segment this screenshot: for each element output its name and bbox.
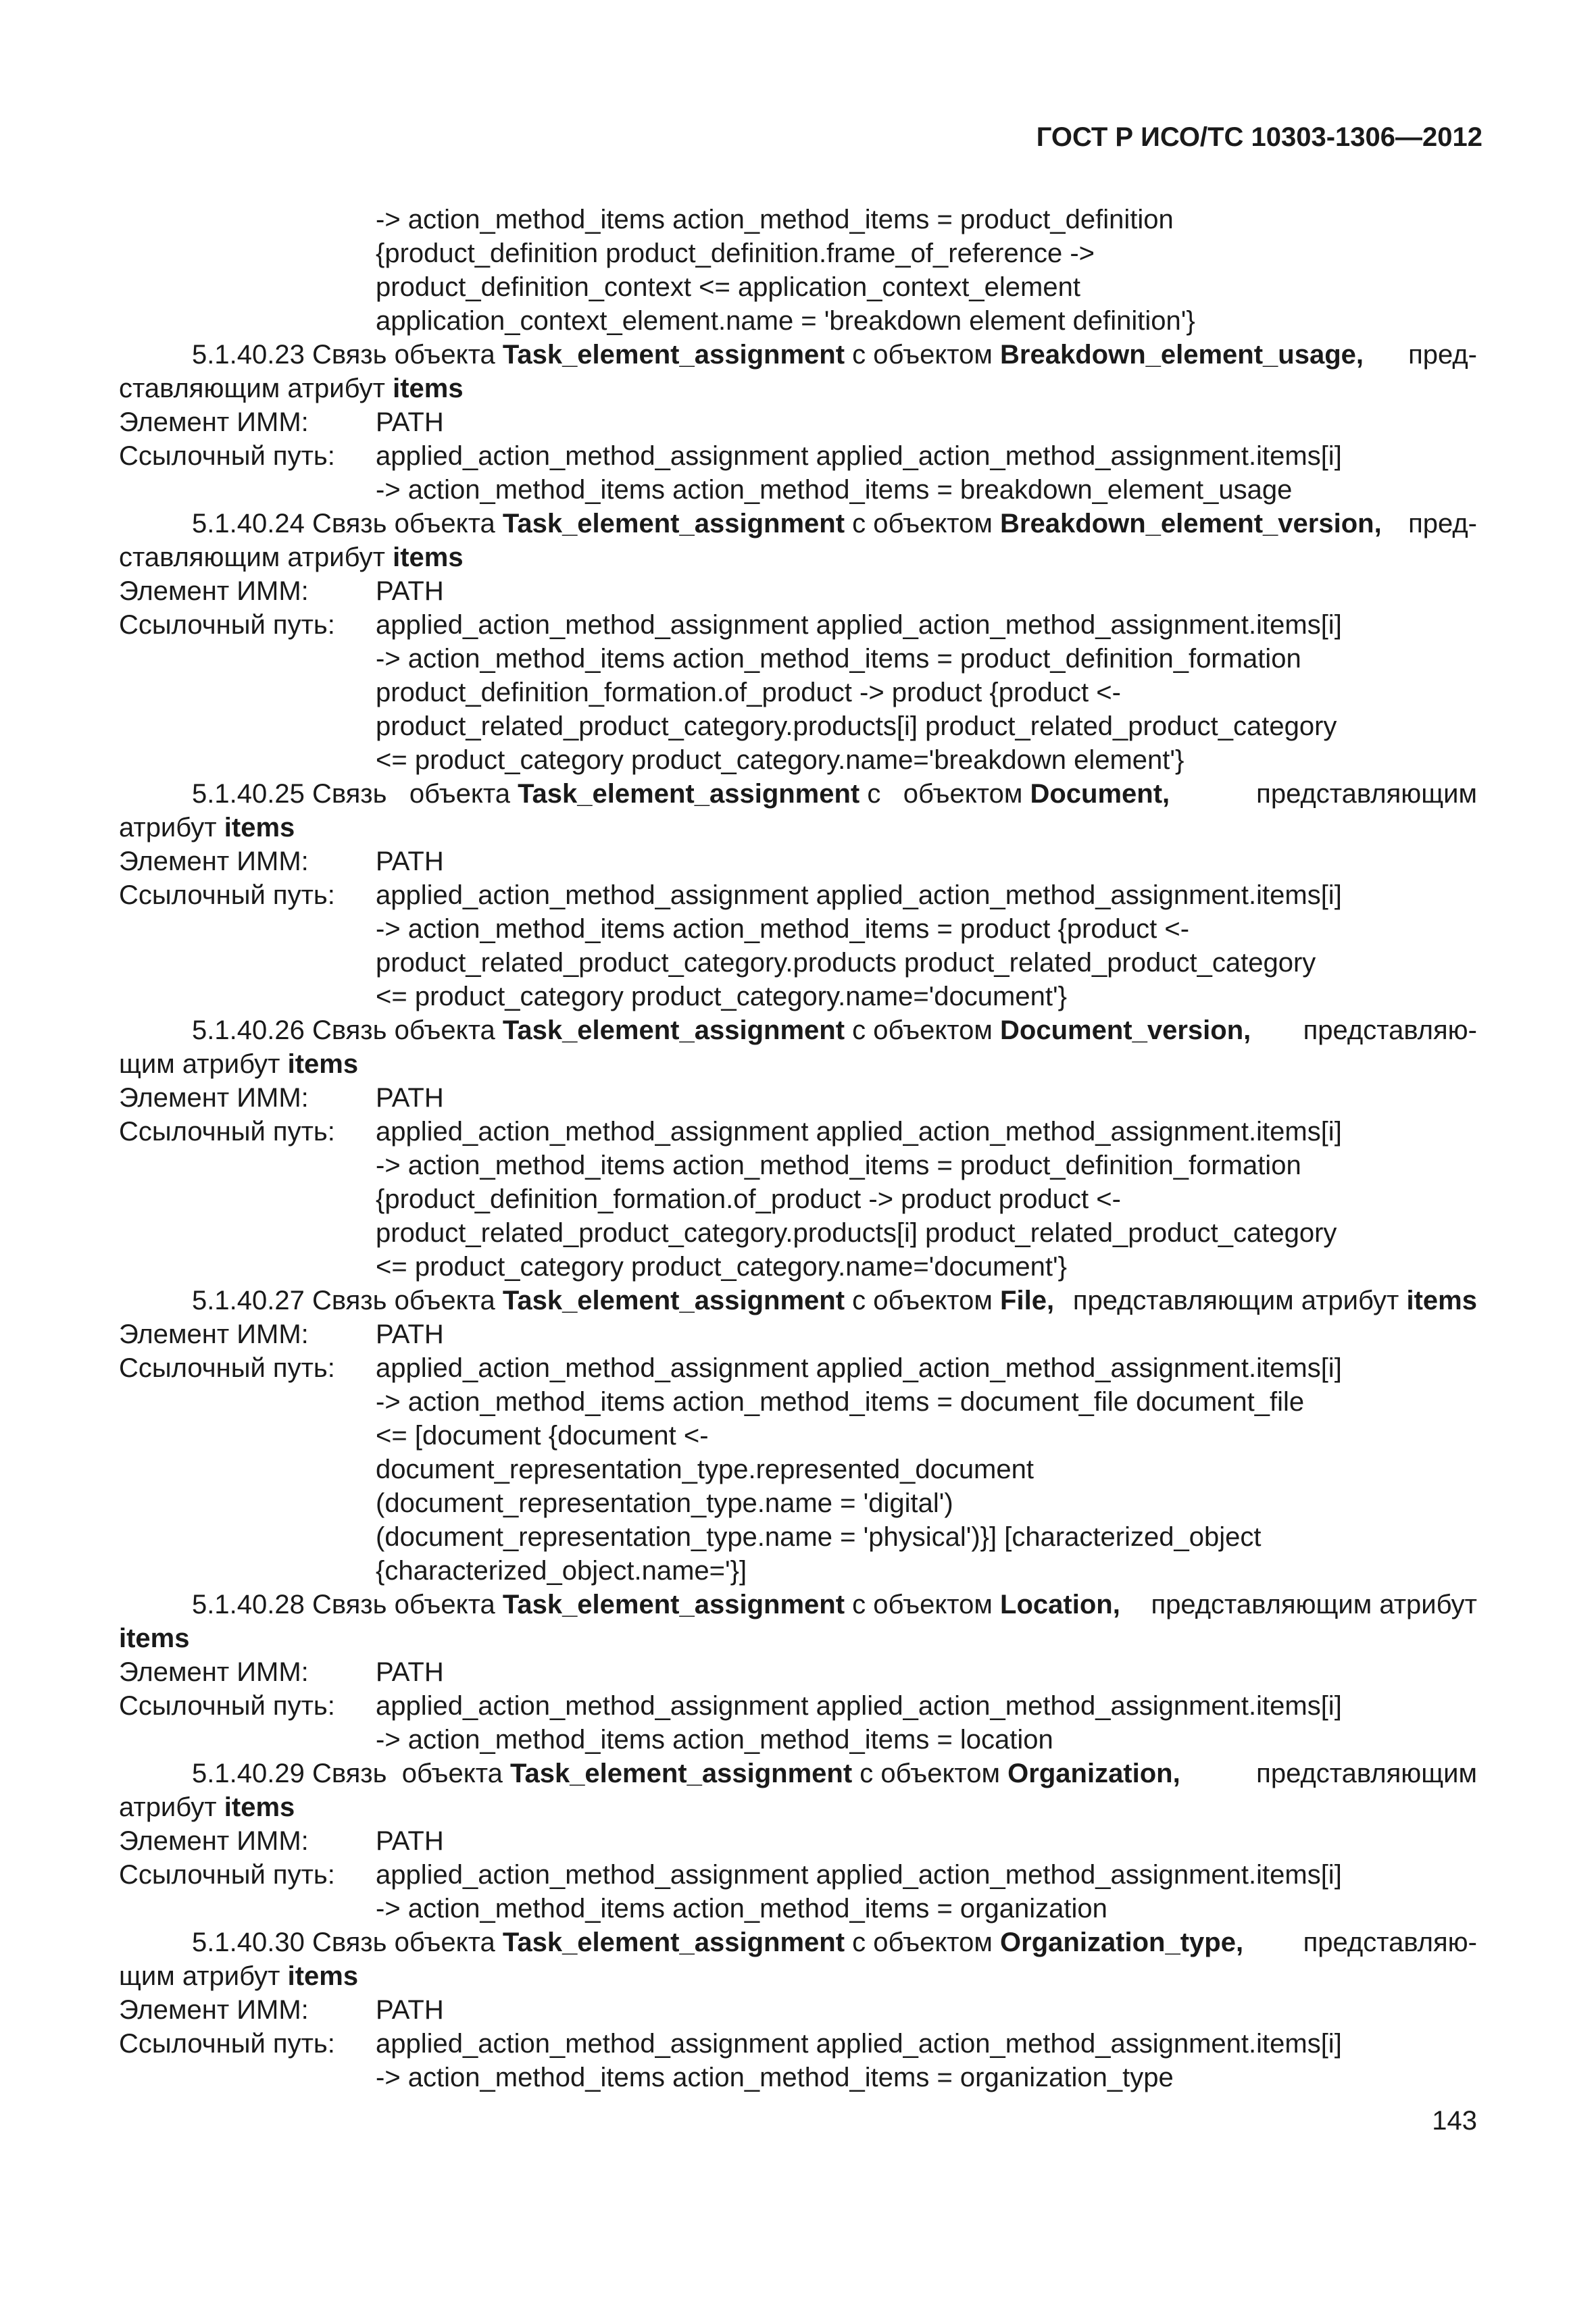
- attribute-name: items: [224, 813, 295, 842]
- path-line: -> action_method_items action_method_items = product_definition_formation: [376, 1151, 1301, 1180]
- heading-text: с объектом: [859, 1759, 1001, 1788]
- arm-element-label: Элемент ИММ:: [119, 1657, 309, 1687]
- path-line: <= product_category product_category.name='document'}: [376, 1252, 1067, 1282]
- target-entity: Breakdown_element_version,: [1000, 509, 1382, 538]
- ref-path-label: [119, 709, 376, 743]
- ref-path-row: [119, 1858, 1477, 1892]
- ref-path-row: [119, 1149, 1477, 1182]
- mapping-section: [119, 507, 1477, 777]
- section-heading-cont: [119, 1047, 1477, 1081]
- path-line: product_definition_context <= application_context_element: [376, 272, 1080, 302]
- ref-path-row: [119, 709, 1477, 743]
- path-line: applied_action_method_assignment applied_action_method_assignment.items[i]: [376, 880, 1342, 910]
- path-line: -> action_method_items action_method_items = organization_type: [376, 2063, 1174, 2092]
- ref-path-label: [119, 1149, 376, 1182]
- path-line: product_related_product_category.products[i] product_related_product_category: [376, 1218, 1337, 1248]
- sections-container: [119, 338, 1477, 2094]
- arm-element-row: [119, 845, 1477, 878]
- ref-path-row: [119, 743, 1477, 777]
- heading-text: с объектом: [852, 1928, 993, 1957]
- arm-element-row: [119, 1993, 1477, 2027]
- heading-text: Связь объекта: [311, 1590, 495, 1619]
- ref-path-label: [119, 980, 376, 1013]
- section-heading-cont: [119, 1790, 1477, 1824]
- mapping-section: [119, 338, 1477, 507]
- ref-path-row: [119, 1520, 1477, 1554]
- mapping-section: [119, 1588, 1477, 1757]
- path-line: applied_action_method_assignment applied_action_method_assignment.items[i]: [376, 1117, 1342, 1147]
- ref-path-label: Ссылочный путь:: [119, 1117, 335, 1147]
- heading-right: [1408, 338, 1477, 372]
- ref-path-label: Ссылочный путь:: [119, 2029, 335, 2059]
- ref-path-label: [119, 2061, 376, 2094]
- ref-path-label: [119, 1554, 376, 1588]
- section-heading-cont: [119, 811, 1477, 845]
- section-number: 5.1.40.26: [192, 1015, 305, 1045]
- ref-path-row: [119, 1892, 1477, 1926]
- attribute-name: items: [1406, 1286, 1477, 1315]
- ref-path-row: [119, 1419, 1477, 1453]
- arm-element-value: PATH: [376, 1657, 444, 1687]
- section-heading-cont: [119, 1621, 1477, 1655]
- heading-left: [192, 1284, 1054, 1317]
- heading-left: [192, 507, 1382, 540]
- ref-path-row: [119, 2027, 1477, 2061]
- target-entity: Breakdown_element_usage,: [1000, 340, 1364, 370]
- path-line: product_related_product_category.products product_related_product_category: [376, 948, 1316, 978]
- heading-right: [1256, 1757, 1477, 1790]
- ref-path-label: [119, 473, 376, 507]
- heading-left: [192, 1588, 1120, 1621]
- mapping-section: [119, 1013, 1477, 1284]
- target-entity: Organization,: [1007, 1759, 1180, 1788]
- ref-path-label: [119, 1520, 376, 1554]
- path-line: applied_action_method_assignment applied_action_method_assignment.items[i]: [376, 610, 1342, 640]
- entity-name: Task_element_assignment: [502, 1286, 845, 1315]
- path-line: -> action_method_items action_method_items = product {product <-: [376, 914, 1190, 944]
- ref-path-label: Ссылочный путь:: [119, 441, 335, 471]
- entity-name: Task_element_assignment: [502, 1015, 845, 1045]
- path-line: -> action_method_items action_method_items = product_definition_formation: [376, 644, 1301, 674]
- ref-path-row: [119, 608, 1477, 642]
- path-line: <= product_category product_category.name='document'}: [376, 982, 1067, 1011]
- attribute-name: items: [393, 543, 464, 572]
- path-line: application_context_element.name = 'breakdown element definition'}: [376, 306, 1195, 336]
- section-number: 5.1.40.30: [192, 1928, 305, 1957]
- arm-element-label: Элемент ИММ:: [119, 407, 309, 437]
- mapping-section: [119, 1926, 1477, 2094]
- ref-path-row: [119, 1385, 1477, 1419]
- entity-name: Task_element_assignment: [502, 1590, 845, 1619]
- ref-path-row: [119, 1723, 1477, 1757]
- heading-text: представляющим: [1256, 1759, 1477, 1788]
- heading-text: с объектом: [852, 1286, 993, 1315]
- section-number: 5.1.40.27: [192, 1286, 305, 1315]
- attribute-name: items: [224, 1792, 295, 1822]
- path-line: applied_action_method_assignment applied_action_method_assignment.items[i]: [376, 1353, 1342, 1383]
- ref-path-row: [119, 676, 1477, 709]
- ref-path-label: Ссылочный путь:: [119, 1860, 335, 1890]
- heading-text: представляющим атрибут: [1072, 1286, 1399, 1315]
- ref-path-row: [119, 946, 1477, 980]
- path-line: applied_action_method_assignment applied_action_method_assignment.items[i]: [376, 2029, 1342, 2059]
- target-entity: Location,: [1000, 1590, 1120, 1619]
- heading-text: представляющим: [1256, 779, 1477, 809]
- heading-text: атрибут: [119, 1792, 217, 1822]
- section-number: 5.1.40.25: [192, 779, 305, 809]
- section-heading: [119, 777, 1477, 811]
- attribute-name: items: [119, 1624, 190, 1653]
- heading-text: Связь объекта: [311, 340, 495, 370]
- path-line: (document_representation_type.name = 'digital'): [376, 1488, 953, 1518]
- heading-text: щим атрибут: [119, 1961, 280, 1991]
- ref-path-row: [119, 1453, 1477, 1486]
- mapping-section: [119, 777, 1477, 1013]
- mapping-section: [119, 1757, 1477, 1926]
- ref-path-row: [119, 1689, 1477, 1723]
- heading-text: Связь объекта: [311, 1286, 495, 1315]
- section-number: 5.1.40.24: [192, 509, 305, 538]
- ref-path-label: [119, 1182, 376, 1216]
- heading-text: Связь объекта: [311, 1928, 495, 1957]
- heading-text: с объектом: [852, 509, 993, 538]
- arm-element-label: Элемент ИММ:: [119, 1319, 309, 1349]
- ref-path-row: [119, 1351, 1477, 1385]
- path-line: applied_action_method_assignment applied_action_method_assignment.items[i]: [376, 1691, 1342, 1721]
- ref-path-row: [119, 1115, 1477, 1149]
- heading-left: [192, 1757, 1180, 1790]
- heading-text: Связь объекта: [311, 1015, 495, 1045]
- arm-element-label: Элемент ИММ:: [119, 847, 309, 876]
- path-line: product_related_product_category.products[i] product_related_product_category: [376, 711, 1337, 741]
- heading-right: [1151, 1588, 1477, 1621]
- section-heading: [119, 1284, 1477, 1317]
- ref-path-row: [119, 878, 1477, 912]
- standard-header: ГОСТ Р ИСО/ТС 10303-1306—2012: [1036, 122, 1482, 152]
- target-entity: Document,: [1030, 779, 1170, 809]
- heading-right: [1073, 1284, 1477, 1317]
- ref-path-row: [119, 1216, 1477, 1250]
- arm-element-row: [119, 1824, 1477, 1858]
- section-number: 5.1.40.28: [192, 1590, 305, 1619]
- arm-element-value: PATH: [376, 1995, 444, 2025]
- heading-text: с объектом: [867, 779, 1023, 809]
- heading-text: Связь объекта: [311, 1759, 503, 1788]
- heading-text: с объектом: [852, 340, 993, 370]
- arm-element-row: [119, 574, 1477, 608]
- heading-text: представляю-: [1303, 1928, 1477, 1957]
- section-heading: [119, 1588, 1477, 1621]
- section-heading: [119, 1926, 1477, 1959]
- target-entity: Organization_type,: [1000, 1928, 1244, 1957]
- heading-text: пред-: [1408, 509, 1477, 538]
- section-heading-cont: [119, 372, 1477, 405]
- attribute-name: items: [393, 374, 464, 403]
- entity-name: Task_element_assignment: [502, 340, 845, 370]
- ref-path-label: [119, 1216, 376, 1250]
- ref-path-label: [119, 1385, 376, 1419]
- ref-path-row: [119, 473, 1477, 507]
- attribute-name: items: [287, 1961, 359, 1991]
- heading-text: с объектом: [852, 1015, 993, 1045]
- section-heading: [119, 1013, 1477, 1047]
- arm-element-value: PATH: [376, 1319, 444, 1349]
- section-heading-cont: [119, 1959, 1477, 1993]
- path-line: {product_definition product_definition.frame_of_reference ->: [376, 238, 1095, 268]
- document-body: [119, 203, 1477, 2094]
- ref-path-label: [119, 1419, 376, 1453]
- heading-text: с объектом: [852, 1590, 993, 1619]
- target-entity: File,: [1000, 1286, 1055, 1315]
- entity-name: Task_element_assignment: [518, 779, 860, 809]
- heading-left: [192, 777, 1170, 811]
- ref-path-label: [119, 676, 376, 709]
- arm-element-row: [119, 1317, 1477, 1351]
- ref-path-row: [119, 1250, 1477, 1284]
- arm-element-value: PATH: [376, 1826, 444, 1856]
- heading-left: [192, 1013, 1251, 1047]
- path-line: <= product_category product_category.name='breakdown element'}: [376, 745, 1184, 775]
- heading-right: [1303, 1926, 1477, 1959]
- path-line: document_representation_type.represented_document: [376, 1455, 1034, 1484]
- section-heading-cont: [119, 540, 1477, 574]
- ref-path-row: [119, 1182, 1477, 1216]
- path-line: (document_representation_type.name = 'physical')}] [characterized_object: [376, 1522, 1262, 1552]
- ref-path-label: Ссылочный путь:: [119, 880, 335, 910]
- path-line: -> action_method_items action_method_items = breakdown_element_usage: [376, 475, 1293, 505]
- heading-text: атрибут: [119, 813, 217, 842]
- arm-element-label: Элемент ИММ:: [119, 1995, 309, 2025]
- heading-right: [1303, 1013, 1477, 1047]
- ref-path-label: [119, 1250, 376, 1284]
- ref-path-row: [119, 1554, 1477, 1588]
- entity-name: Task_element_assignment: [502, 509, 845, 538]
- ref-path-row: [119, 2061, 1477, 2094]
- section-number: 5.1.40.29: [192, 1759, 305, 1788]
- path-line: applied_action_method_assignment applied_action_method_assignment.items[i]: [376, 1860, 1342, 1890]
- arm-element-label: Элемент ИММ:: [119, 576, 309, 606]
- intro-block: [119, 203, 1477, 338]
- arm-element-row: [119, 405, 1477, 439]
- heading-text: пред-: [1408, 340, 1477, 370]
- heading-text: Связь объекта: [311, 779, 510, 809]
- heading-text: представляющим атрибут: [1151, 1590, 1477, 1619]
- arm-element-label: Элемент ИММ:: [119, 1826, 309, 1856]
- heading-left: [192, 338, 1364, 372]
- ref-path-label: [119, 912, 376, 946]
- ref-path-label: [119, 1486, 376, 1520]
- mapping-section: [119, 1284, 1477, 1588]
- heading-left: [192, 1926, 1243, 1959]
- ref-path-row: [119, 912, 1477, 946]
- heading-text: ставляющим атрибут: [119, 543, 385, 572]
- ref-path-row: [119, 642, 1477, 676]
- arm-element-row: [119, 1081, 1477, 1115]
- arm-element-value: PATH: [376, 1083, 444, 1113]
- entity-name: Task_element_assignment: [509, 1759, 853, 1788]
- path-line: {characterized_object.name='}]: [376, 1556, 747, 1586]
- path-line: {product_definition_formation.of_product -> product product <-: [376, 1184, 1121, 1214]
- arm-element-value: PATH: [376, 576, 444, 606]
- heading-right: [1256, 777, 1477, 811]
- arm-element-row: [119, 1655, 1477, 1689]
- ref-path-label: [119, 946, 376, 980]
- section-heading: [119, 1757, 1477, 1790]
- heading-text: ставляющим атрибут: [119, 374, 385, 403]
- path-line: <= [document {document <-: [376, 1421, 709, 1451]
- ref-path-label: [119, 1892, 376, 1926]
- attribute-name: items: [287, 1049, 359, 1079]
- ref-path-label: Ссылочный путь:: [119, 1353, 335, 1383]
- target-entity: Document_version,: [1000, 1015, 1251, 1045]
- section-number: 5.1.40.23: [192, 340, 305, 370]
- ref-path-label: [119, 743, 376, 777]
- ref-path-label: [119, 1723, 376, 1757]
- entity-name: Task_element_assignment: [502, 1928, 845, 1957]
- ref-path-label: Ссылочный путь:: [119, 1691, 335, 1721]
- arm-element-value: PATH: [376, 847, 444, 876]
- arm-element-value: PATH: [376, 407, 444, 437]
- section-heading: [119, 338, 1477, 372]
- heading-text: щим атрибут: [119, 1049, 280, 1079]
- heading-text: представляю-: [1303, 1015, 1477, 1045]
- ref-path-label: [119, 642, 376, 676]
- path-line: product_definition_formation.of_product -> product {product <-: [376, 678, 1121, 707]
- arm-element-label: Элемент ИММ:: [119, 1083, 309, 1113]
- section-heading: [119, 507, 1477, 540]
- ref-path-row: [119, 1486, 1477, 1520]
- ref-path-row: [119, 980, 1477, 1013]
- path-line: -> action_method_items action_method_items = document_file document_file: [376, 1387, 1305, 1417]
- path-line: -> action_method_items action_method_items = organization: [376, 1894, 1107, 1923]
- heading-right: [1408, 507, 1477, 540]
- ref-path-row: [119, 439, 1477, 473]
- path-line: -> action_method_items action_method_items = location: [376, 1725, 1053, 1755]
- ref-path-label: [119, 1453, 376, 1486]
- ref-path-label: Ссылочный путь:: [119, 610, 335, 640]
- page-number: 143: [1432, 2106, 1477, 2136]
- path-line: -> action_method_items action_method_items = product_definition: [376, 205, 1174, 234]
- heading-text: Связь объекта: [311, 509, 495, 538]
- path-line: applied_action_method_assignment applied_action_method_assignment.items[i]: [376, 441, 1342, 471]
